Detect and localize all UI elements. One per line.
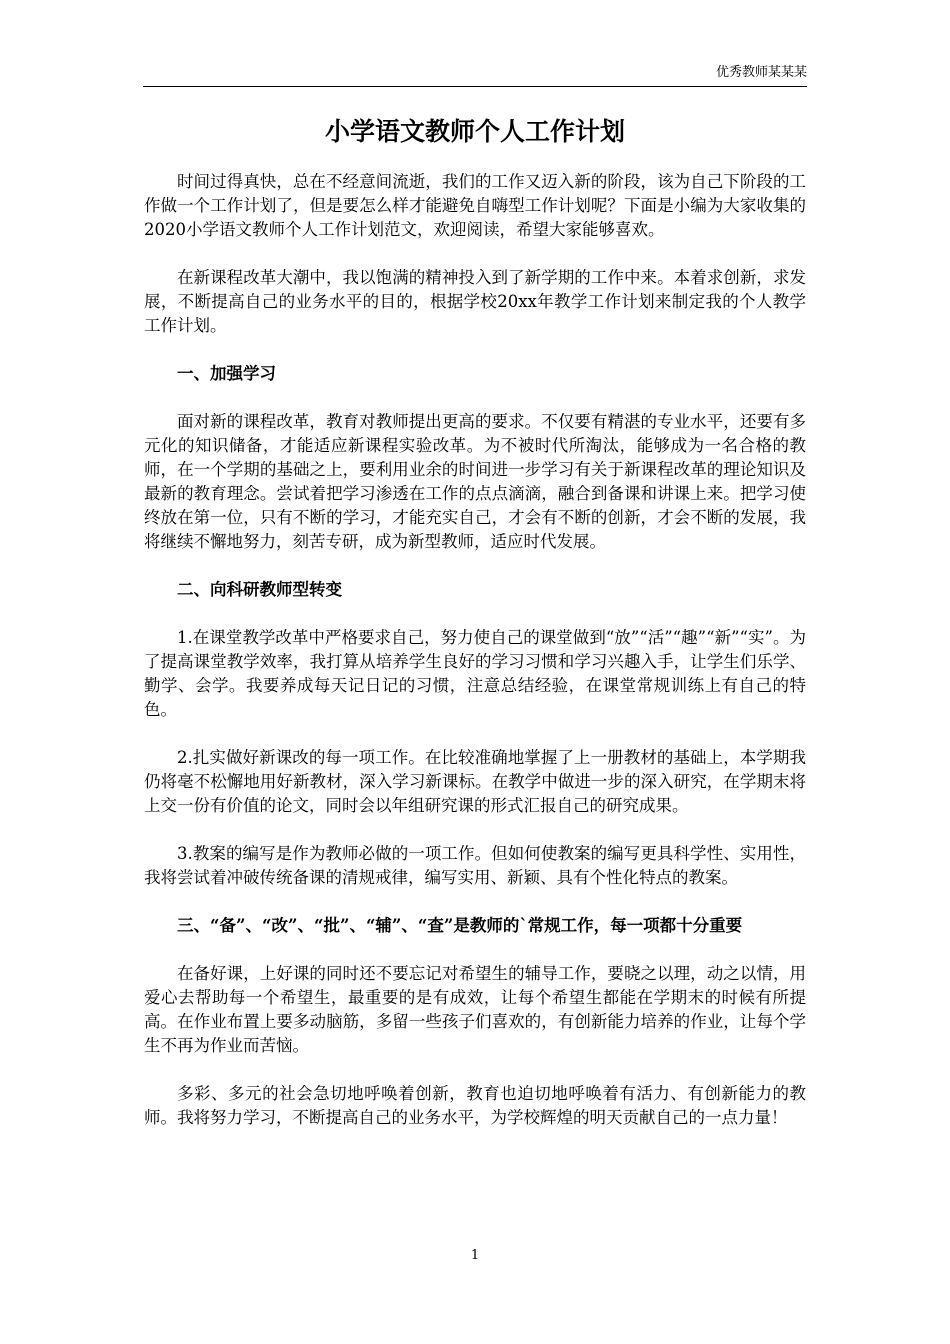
- page-number: 1: [470, 1248, 480, 1263]
- paragraph-section-1: 面对新的课程改革，教育对教师提出更高的要求。不仅要有精湛的专业水平，还要有多元化的知识储备，才能适应新课程实验改革。为不被时代所淘汰，能够成为一名合格的教师，在一个学期的基础之上，要利用业余的时间进一步学习有关于新课程改革的理论知识及最新的教育理念。尝试着把学习渗透在工作的点点滴滴，融合到备课和讲课上来。把学习使终放在第一位，只有不断的学习，才能充实自己，才会有不断的创新，才会不断的发展，我将继续不懈地努力，刻苦专研，成为新型教师，适应时代发展。: [144, 412, 806, 551]
- document-title: 小学语文教师个人工作计划: [324, 117, 625, 146]
- page-header: 优秀教师某某某: [143, 64, 807, 87]
- paragraph-conclusion: 多彩、多元的社会急切地呼唤着创新，教育也迫切地呼唤着有活力、有创新能力的教师。我将努力学习，不断提高自己的业务水平，为学校辉煌的明天贡献自己的一点力量！: [144, 1084, 806, 1127]
- paragraph-item-1: 1.在课堂教学改革中严格要求自己，努力使自己的课堂做到“放”“活”“趣”“新”“实”。为了提高课堂教学效率，我打算从培养学生良好的学习习惯和学习兴趣入手，让学生们乐学、勤学、会学。我要养成每天记日记的习惯，注意总结经验，在课堂常规训练上有自己的特色。: [144, 628, 806, 719]
- paragraph-item-3: 3.教案的编写是作为教师必做的一项工作。但如何使教案的编写更具科学性、实用性，我将尝试着冲破传统备课的清规戒律，编写实用、新颖、具有个性化特点的教案。: [144, 844, 806, 887]
- document-body: [144, 112, 806, 1154]
- section-heading-1: 一、加强学习: [177, 364, 276, 383]
- paragraph-item-2: 2.扎实做好新课改的每一项工作。在比较准确地掌握了上一册教材的基础上，本学期我仍将毫不松懈地用好新教材，深入学习新课标。在教学中做进一步的深入研究，在学期末将上交一份有价值的论文，同时会以年组研究课的形式汇报自己的研究成果。: [144, 748, 806, 815]
- paragraph-overview: 在新课程改革大潮中，我以饱满的精神投入到了新学期的工作中来。本着求创新，求发展，不断提高自己的业务水平的目的，根据学校20xx年教学工作计划来制定我的个人教学工作计划。: [144, 268, 806, 335]
- paragraph-section-3: 在备好课，上好课的同时还不要忘记对希望生的辅导工作，要晓之以理，动之以情，用爱心去帮助每一个希望生，最重要的是有成效，让每个希望生都能在学期末的时候有所提高。在作业布置上要多动脑筋，多留一些孩子们喜欢的，有创新能力培养的作业，让每个学生不再为作业而苦恼。: [144, 964, 806, 1055]
- section-heading-3: 三、“备”、“改”、“批”、“辅”、“查”是教师的`常规工作，每一项都十分重要: [177, 916, 743, 935]
- section-heading-2: 二、向科研教师型转变: [177, 580, 342, 599]
- paragraph-intro: 时间过得真快，总在不经意间流逝，我们的工作又迈入新的阶段，该为自己下阶段的工作做一个工作计划了，但是要怎么样才能避免自嗨型工作计划呢？下面是小编为大家收集的2020小学语文教师个人工作计划范文，欢迎阅读，希望大家能够喜欢。: [144, 172, 806, 239]
